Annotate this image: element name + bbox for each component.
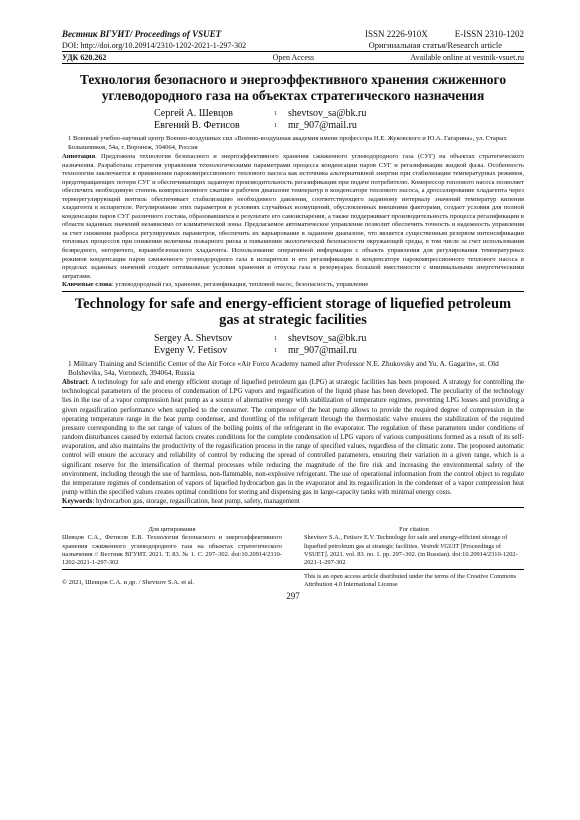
abstract-text: . A technology for safe and energy efficient storage of liquefied petroleum gas (LPG) at strategic facilities has been proposed. A strategy for controlling the technological parameters of the process of condensation of LPG vapors and regasification of the liquid phase has been developed. The peculiarity of the technology lies in the use of a vapor compression heat pump as a source of alternative energy with stabilization of temperature regimes, preventing LPG losses and providing a given regasification performance when supplied to the consumer. The compressor of the heat pump allows to provide the required degree of compression in the operating temperature range in the heat pump condenser, and throttling of the refrigerant through the thermostatic valve ensures the stabilization of the required pressure corresponding to the set range of values of the boiling points of the refrigerant in the evaporator. The regulation of these parameters under conditions of random disturbances caused by external factors creates conditions for the complete condensation of LPG vapors of various compositions formed as a result of its self-evaporation, and also maintains the productivity of the regasification process in the range of specified values, regardless of the climatic zone. The proposed automatic control will ensure the accuracy and reliability of control by reducing the spread of controlled parameters, ensuring their variation in a given range, which is a significant reserve for the intensification of thermal processes while reducing the magnitude of the fire risk and increasing the environmental safety of the environment, including through the use of harmless, non-flammable, non-explosive refrigerant. The use of operational information from the control object to regulate the temperature regimes of condensation of vapors of liquefied hydrocarbon gas in the evaporator and its regasification in the condenser of a vapor compression heat pump within the specified values creates optimal conditions for storing and dispensing gas in large-capacity tanks with minimal energy costs.	[62, 379, 524, 496]
abstract-label: Аннотация	[62, 153, 96, 160]
copyright: © 2021, Шевцов С.А. и др. / Shevtsov S.A. et al.	[62, 579, 195, 587]
udc-row	[62, 51, 524, 64]
citation-en	[304, 526, 524, 567]
page-number: 297	[286, 591, 300, 602]
citation-journal: Vestnik VGUIT	[420, 542, 460, 550]
citation-text: Шевцов С.А., Фетисов Е.В. Технология безопасного и энергоэффективного хранения сжиженного углеводородного газа на объектах стратегического назначения // Вестник ВГУИТ. 2021. Т. 83. № 1. С. 297–302. doi:10.20914/2310-1202-2021-1-297-302	[62, 534, 282, 566]
keywords-text: : hydrocarbon gas, storage, regasification, heat pump, safety, management	[92, 497, 300, 506]
author-email-link[interactable]: mr_907@mail.ru	[288, 120, 357, 131]
available-online-link[interactable]: Available online at vestnik-vsuet.ru	[410, 53, 524, 62]
citation-ru	[62, 526, 282, 567]
authors-en	[154, 333, 524, 357]
affiliation-ru: 1 Военный учебно-научный центр Военно-воздушных сил «Военно-воздушная академия имени профессора Н.Е. Жуковского и Ю.А. Гагарина», ул. Старых Большевиков, 54а, г. Воронеж, 394064, Россия	[68, 135, 507, 151]
journal-header	[62, 28, 524, 40]
abstract-en	[62, 378, 524, 497]
keywords-label: Ключевые слова	[62, 281, 112, 289]
article-type: Оригинальная статья/Research article	[368, 40, 502, 50]
author-email-link[interactable]: shevtsov_sa@bk.ru	[288, 108, 367, 119]
issn: ISSN 2226-910X	[364, 29, 428, 39]
abstract-ru	[62, 153, 524, 281]
citation-text-part: Shevtsov S.A., Fetisov E.V. Technology for safe and energy-efficient storage of liquefied petroleum gas at strategic facilities.	[304, 534, 508, 550]
eissn: E-ISSN 2310-1202	[454, 29, 524, 39]
citation-text	[304, 534, 524, 567]
author-affil-mark: 1	[274, 123, 277, 129]
doi-row	[62, 40, 524, 51]
doi-link[interactable]: DOI: http://doi.org/10.20914/2310-1202-2021-1-297-302	[62, 41, 247, 50]
citation-heading: Для цитирования	[148, 526, 196, 534]
abstract-label: Abstract	[62, 379, 88, 387]
keywords-ru	[62, 281, 524, 292]
author-name: Evgeny V. Fetisov	[154, 344, 228, 356]
author-name: Sergey A. Shevtsov	[154, 332, 233, 344]
journal-name: Вестник ВГУИТ/ Proceedings of VSUET	[62, 29, 222, 39]
author-name: Сергей А. Шевцов	[154, 108, 234, 119]
keywords-text: : углеводородный газ, хранение, регазификация, тепловой насос, безопасность, управление	[111, 281, 369, 289]
footer	[62, 569, 524, 589]
author-email-link[interactable]: mr_907@mail.ru	[288, 344, 357, 356]
citation-text-part: [Proceedings of VSUET]. 2021. vol. 83. no. 1. pp. 297–302. (in Russian). doi:10.20914/2310-1202-2021-1-297-302	[304, 542, 518, 566]
abstract-text: . Предложена технология безопасного и энергоэффективного хранения сжиженного углеводородного газа (СУГ) на объектах стратегического назначения. Разработана стратегия управления технологическими параметрами процесса конденсации паров СУГ и регазификации жидкой фазы. Особенность технологии заключается в применении парокомпрессионного теплового насоса как источника альтернативной энергии при стабилизации температурных режимов, предотвращающих потери СУГ и обеспечивающих заданную производительность регазификации при подаче потребителю. Компрессор теплового насоса позволяет обеспечить необходимую степень компрессионного сжатия в рабочем диапазоне температур в конденсаторе теплового насоса, а дросселирование хладагента через терморегулирующий вентиль обеспечивает стабилизацию необходимого давления, соответствующего заданному интервалу значений температур кипения хладагента в испарителе. Регулирование этих параметров в условиях случайных возмущений, обусловленных внешними факторами, создает условия для полной конденсации паров СУГ различного состава, образовавшихся в результате его самоиспарения, а также поддерживает производительность процесса регазификации в области заданных значений независимо от климатической зоны. Предлагаемое автоматическое управление позволит обеспечить точность и надежность управления за счет снижения разброса регулируемых параметров, обеспечить их варьирование в заданном диапазоне, что является существенным резервом интенсификации тепловых процессов при снижении величины пожарного риска и повышении экологической безопасности окружающей среды, в том числе за счет использования безвредного, негорючего, взрывобезопасного хладагента. Использование оперативной информации с объекта управления для регулирования температурных режимов конденсации паров сжиженного углеводородного газа в испарителе и его регазификации в конденсаторе парокомпрессионного теплового насоса в пределах заданных значений создает оптимальные условия хранения и отпуска газа в резервуарах большой вместимости с минимальными энергетическими затратами.	[62, 153, 524, 280]
author-affil-mark: 1	[274, 335, 277, 342]
authors-ru	[154, 108, 524, 132]
author-email-link[interactable]: shevtsov_sa@bk.ru	[288, 332, 367, 344]
issn-group	[365, 28, 524, 40]
open-access: Open Access	[272, 53, 315, 62]
citation-heading: For citation	[399, 526, 429, 534]
citation-block	[62, 526, 524, 567]
author-affil-mark: 1	[274, 111, 277, 117]
license-link[interactable]: This is an open access article distributed under the terms of the Creative Commons Attribution 4.0 International License	[304, 573, 517, 589]
udc: УДК 620.262	[62, 53, 107, 62]
article-page	[62, 28, 524, 601]
author-affil-mark: 1	[274, 347, 277, 354]
keywords-label: Keywords	[62, 497, 93, 506]
author-name: Евгений В. Фетисов	[154, 120, 240, 131]
title-ru: Технология безопасного и энергоэффективного хранения сжиженного углеводородного газа на объектах стратегического назначения	[79, 72, 507, 103]
title-en: Technology for safe and energy-efficient storage of liquefied petroleum gas at strategic facilities	[74, 295, 512, 329]
affiliation-en: 1 Military Training and Scientific Center of the Air Force «Air Force Academy named after Professor N.E. Zhukovsky and Yu. A. Gagarin», st. Old Bolsheviks, 54a, Voronezh, 394064, Russia	[68, 358, 499, 377]
keywords-en	[62, 497, 524, 508]
